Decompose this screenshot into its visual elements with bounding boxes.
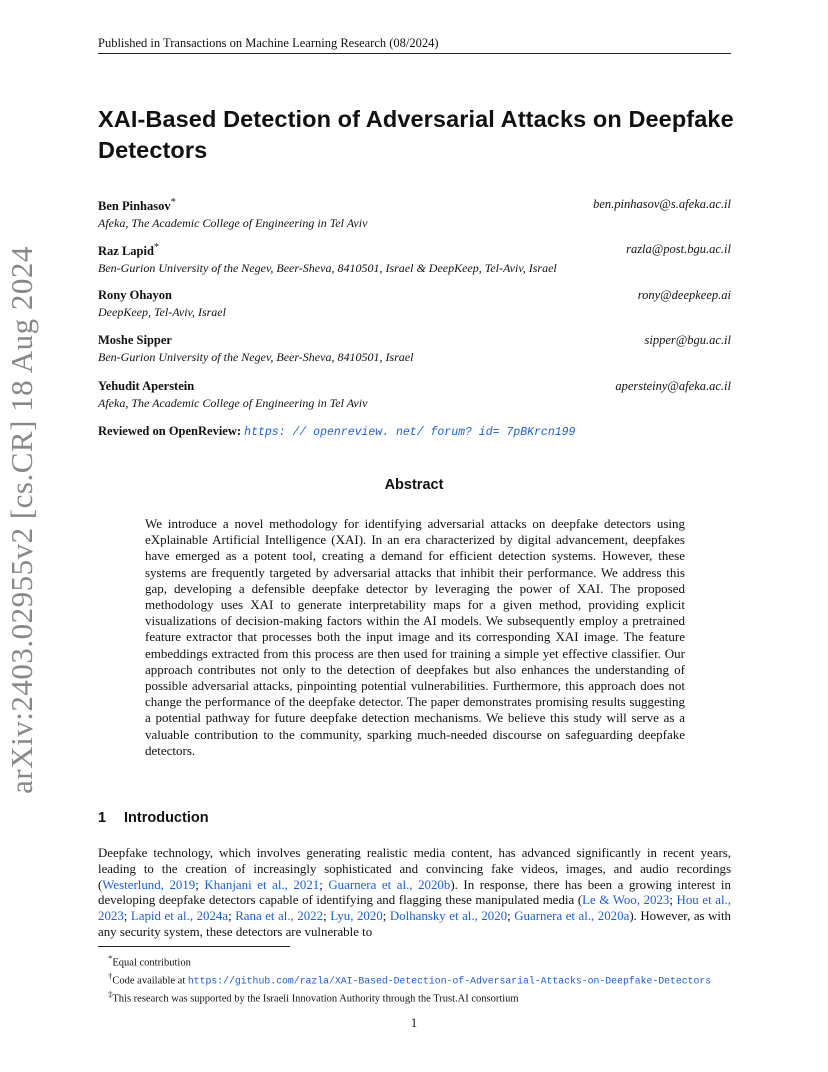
openreview-line: [98, 424, 575, 439]
author-name: Raz Lapid: [98, 244, 154, 259]
body-text: ;: [669, 893, 677, 908]
footnote-rule: [98, 946, 290, 947]
author-affiliation: Ben-Gurion University of the Negev, Beer-Sheva, 8410501, Israel & DeepKeep, Tel-Aviv, Israel: [98, 261, 557, 276]
body-text: ;: [323, 909, 331, 924]
body-text: ;: [319, 877, 329, 892]
arxiv-stamp-text: arXiv:2403.02955v2 [cs.CR] 18 Aug 2024: [4, 246, 39, 794]
section-number: 1: [98, 810, 107, 826]
body-text: ;: [123, 909, 131, 924]
body-text: Deepfake technology, which involves generating realistic media content, has advanced significantly in recent years, leading to the creation of increasingly sophisticated and convincing fake videos, images, and audio recordings (: [98, 846, 731, 892]
author-mark: *: [153, 242, 160, 253]
author-email[interactable]: rony@deepkeep.ai: [637, 288, 731, 302]
author-affiliation: DeepKeep, Tel-Aviv, Israel: [98, 305, 226, 319]
body-text: ). However, as with any security system, these detectors are vulnerable to: [98, 909, 731, 939]
citation-link[interactable]: Dolhansky et al., 2020: [389, 909, 508, 924]
citation-link[interactable]: Lapid et al., 2024a: [130, 909, 229, 924]
author-email[interactable]: apersteiny@afeka.ac.il: [615, 379, 731, 393]
footnote: [108, 988, 711, 1006]
body-text: ;: [382, 909, 390, 924]
journal-header: Published in Transactions on Machine Learning Research (08/2024): [98, 36, 439, 50]
author-block: [98, 333, 731, 365]
page-number: 1: [410, 1016, 418, 1030]
author-affiliation: Afeka, The Academic College of Engineering in Tel Aviv: [98, 396, 368, 410]
footnote-text: Code available at: [112, 975, 188, 987]
abstract-heading: Abstract: [384, 477, 444, 493]
author-block: [98, 197, 731, 231]
citation-link[interactable]: Khanjani et al., 2021: [204, 877, 320, 892]
footnote-mark: †: [108, 971, 113, 981]
body-text: ). In response, there has been a growing interest in developing deepfake detectors capable of identifying and flagging these manipulated media (: [98, 877, 731, 908]
footnotes: [108, 952, 711, 1006]
footnote-mark: *: [108, 953, 113, 963]
citation-link[interactable]: Lyu, 2020: [330, 909, 383, 924]
author-affiliation: Ben-Gurion University of the Negev, Beer-Sheva, 8410501, Israel: [98, 350, 414, 364]
footnote-mark: ‡: [108, 989, 113, 999]
author-affiliation: Afeka, The Academic College of Engineering in Tel Aviv: [98, 216, 368, 231]
citation-link[interactable]: Guarnera et al., 2020a: [514, 909, 630, 924]
author-email[interactable]: razla@post.bgu.ac.il: [626, 242, 731, 256]
footnote-text: Equal contribution: [112, 957, 191, 969]
openreview-link[interactable]: https: // openreview. net/ forum? id= 7pBKrcn199: [244, 426, 576, 439]
author-email[interactable]: ben.pinhasov@s.afeka.ac.il: [593, 197, 731, 211]
section-title: Introduction: [124, 810, 209, 826]
author-name: Ben Pinhasov: [98, 199, 171, 214]
body-text: ;: [507, 909, 515, 924]
author-name: Yehudit Aperstein: [98, 379, 195, 393]
citation-link[interactable]: Hou et al., 2023: [98, 893, 731, 924]
paper-title: XAI-Based Detection of Adversarial Attacks on Deepfake Detectors: [98, 106, 734, 163]
footnote-text: This research was supported by the Israeli Innovation Authority through the Trust.AI consortium: [112, 993, 519, 1005]
footnote: [108, 970, 711, 988]
body-text: ;: [195, 877, 205, 892]
intro-paragraph: [98, 846, 731, 941]
author-name: Rony Ohayon: [98, 288, 172, 302]
citation-link[interactable]: Rana et al., 2022: [235, 909, 324, 924]
author-email[interactable]: sipper@bgu.ac.il: [644, 333, 731, 347]
citation-link[interactable]: Westerlund, 2019: [102, 877, 196, 892]
author-name: Moshe Sipper: [98, 333, 172, 347]
openreview-label: Reviewed on OpenReview:: [98, 424, 242, 438]
author-block: [98, 242, 731, 276]
header-rule: [98, 53, 731, 54]
section-heading: [98, 810, 209, 826]
code-link[interactable]: https://github.com/razla/XAI-Based-Detection-of-Adversarial-Attacks-on-Deepfake-Detectors: [187, 975, 712, 987]
citation-link[interactable]: Le & Woo, 2023: [582, 893, 670, 908]
citation-link[interactable]: Guarnera et al., 2020b: [328, 877, 451, 892]
author-block: [98, 288, 731, 320]
author-mark: *: [170, 197, 176, 208]
abstract-text: We introduce a novel methodology for identifying adversarial attacks on deepfake detectors using eXplainable Artificial Intelligence (XAI). In an era characterized by digital advancement, deepfakes have emerged as a potent tool, creating a demand for efficient detection systems. However, these systems are frequently targeted by adversarial attacks that inhibit their performance. We address this gap, developing a defensible deepfake detector by leveraging the power of XAI. The proposed methodology uses XAI to generate interpretability maps for a given method, providing explicit visualizations of decision-making factors within the AI models. We subsequently employ a pretrained feature extractor that processes both the input image and its corresponding XAI image. The feature embeddings extracted from this process are then used for training a simple yet effective classifier. Our approach contributes not only to the detection of deepfakes but also enhances the understanding of possible adversarial attacks, pinpointing potential vulnerabilities. Furthermore, this approach does not change the performance of the deepfake detector. The paper demonstrates promising results suggesting a potential pathway for future deepfake detection mechanisms. We believe this study will serve as a valuable contribution to the community, sparking much-needed discourse on safeguarding deepfake detectors.: [145, 516, 685, 758]
author-block: [98, 379, 731, 411]
footnote: [108, 952, 711, 970]
body-text: ;: [228, 909, 236, 924]
